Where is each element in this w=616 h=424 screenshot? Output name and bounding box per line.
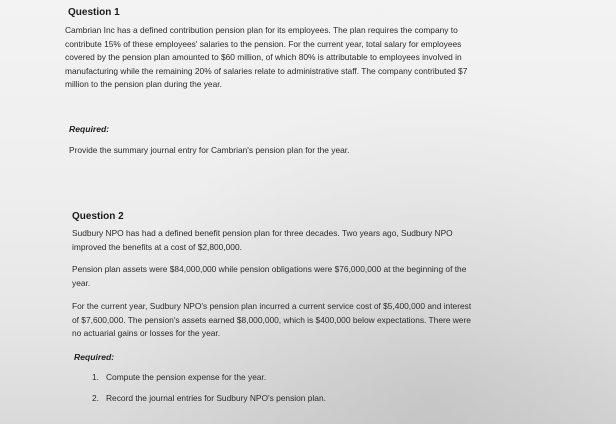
- question-2-title: Question 2: [72, 211, 124, 222]
- question-1-title: Question 1: [68, 7, 120, 18]
- question-2-para-3: For the current year, Sudbury NPO's pension plan incurred a current service cost of $5,400,000 and interest of $7,600,000. The pension's assets earned $8,000,000, which is $400,000 below expectations. There were no actuarial gains or losses for the year.: [72, 301, 472, 339]
- question-1-body: Cambrian Inc has a defined contribution pension plan for its employees. The plan requires the company to contribute 15% of these employees' salaries to the pension. For the current year, total salary for employees covered by the pension plan amounted to $60 million, of which 80% is attributable to employees involved in manufacturing while the remaining 20% of salaries relate to administrative staff. The company contributed $7 million to the pension plan during the year.: [65, 25, 468, 90]
- question-2-required-list: [92, 371, 326, 404]
- list-item-number: 1.: [92, 372, 99, 382]
- list-item-number: 2.: [92, 393, 99, 403]
- question-1-required-text: Provide the summary journal entry for Cambrian's pension plan for the year.: [69, 145, 350, 155]
- list-item-text: Record the journal entries for Sudbury NPO's pension plan.: [106, 393, 326, 403]
- list-item-text: Compute the pension expense for the year.: [106, 372, 267, 382]
- question-2-para-1: Sudbury NPO has had a defined benefit pension plan for three decades. Two years ago, Sudbury NPO improved the benefits at a cost of $2,800,000.: [72, 228, 453, 252]
- list-item: [92, 392, 326, 404]
- list-item: [92, 371, 326, 383]
- question-1-required-label: Required:: [69, 124, 110, 134]
- question-2-required-label: Required:: [74, 352, 115, 362]
- question-2-para-2: Pension plan assets were $84,000,000 while pension obligations were $76,000,000 at the beginning of the year.: [72, 264, 467, 288]
